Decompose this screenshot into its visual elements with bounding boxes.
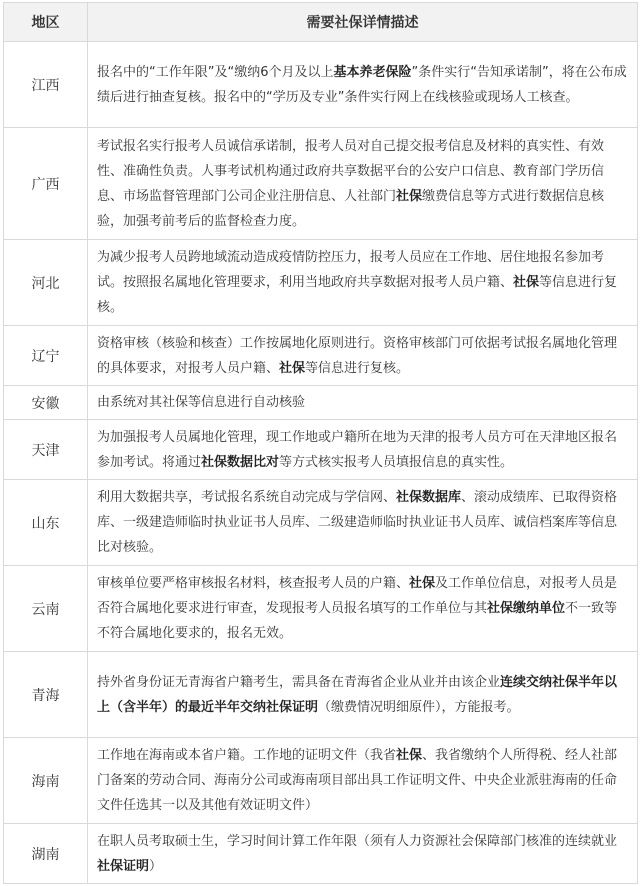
table-row bbox=[4, 240, 638, 326]
description-cell bbox=[88, 128, 638, 240]
highlight-text: 社保 bbox=[396, 188, 423, 204]
description-text: ） bbox=[149, 858, 163, 874]
description-text: 等信息进行复核。 bbox=[97, 275, 618, 315]
description-text: 、我省缴纳个人所得税、经人社部门备案的劳动合同、海南分公司或海南项目部出具工作证明文件、中央企业派驻海南的任命文件任选其一以及其他有效证明文件） bbox=[97, 748, 618, 813]
highlight-text: 连续交纳社保半年以上（含半年）的最近半年交纳社保证明 bbox=[97, 674, 618, 715]
highlight-text: 社保 bbox=[396, 748, 423, 763]
region-cell: 安徽 bbox=[4, 386, 88, 420]
description-text: 为加强报考人员属地化管理，现工作地或户籍所在地为天津的报考人员方可在天津地区报名参加考试。将通过 bbox=[97, 429, 618, 470]
description-text: 利用大数据共享，考试报名系统自动完成与学信网、 bbox=[97, 490, 397, 505]
region-cell: 山东 bbox=[4, 480, 88, 566]
table-row bbox=[4, 326, 638, 386]
region-cell: 河北 bbox=[4, 240, 88, 326]
description-text: 报名中的“工作年限”及“缴纳6个月及以上 bbox=[97, 64, 334, 80]
highlight-text: 社保 bbox=[279, 360, 306, 376]
highlight-text: 社保缴纳单位 bbox=[487, 601, 566, 616]
description-cell bbox=[88, 824, 638, 884]
description-text: 为减少报考人员跨地域流动造成疫情防控压力，报考人员应在工作地、居住地报名参加考试。按照报名属地化管理要求，利用当地政府共享数据对报考人员户籍、 bbox=[97, 250, 605, 290]
highlight-text: 社保数据库 bbox=[396, 490, 462, 505]
region-cell: 广西 bbox=[4, 128, 88, 240]
description-text: 、滚动成绩库、已取得资格库、一级建造师临时执业证书人员库、二级建造师临时执业证书人员库、诚信档案库等信息比对核验。 bbox=[97, 490, 618, 555]
highlight-text: 基本养老保险 bbox=[333, 64, 412, 80]
region-cell: 天津 bbox=[4, 420, 88, 480]
description-text: 缴费信息等方式进行数据信息核验，加强考前考后的监督检查力度。 bbox=[97, 188, 605, 229]
region-cell: 海南 bbox=[4, 738, 88, 824]
header-region: 地区 bbox=[4, 3, 88, 42]
highlight-text: 社保证明 bbox=[97, 858, 150, 874]
description-cell bbox=[88, 42, 638, 128]
table-row bbox=[4, 42, 638, 128]
table-row bbox=[4, 420, 638, 480]
highlight-text: 社保数据比对 bbox=[201, 454, 280, 470]
description-text: 在职人员考取硕士生，学习时间计算工作年限（须有人力资源社会保障部门核准的连续就业 bbox=[97, 833, 618, 849]
table-row bbox=[4, 738, 638, 824]
description-text: 不一致等不符合属地化要求的，报名无效。 bbox=[97, 601, 618, 641]
description-cell bbox=[88, 738, 638, 824]
region-cell: 云南 bbox=[4, 566, 88, 652]
description-text: 等方式核实报考人员填报信息的真实性。 bbox=[279, 454, 514, 470]
region-cell: 湖南 bbox=[4, 824, 88, 884]
table-row bbox=[4, 652, 638, 738]
description-text: 持外省身份证无青海省户籍考生，需具备在青海省企业从业并由该企业 bbox=[97, 674, 501, 690]
description-cell bbox=[88, 326, 638, 386]
region-cell: 辽宁 bbox=[4, 326, 88, 386]
table-row bbox=[4, 480, 638, 566]
description-cell bbox=[88, 386, 638, 420]
table-row bbox=[4, 824, 638, 884]
region-cell: 青海 bbox=[4, 652, 88, 738]
description-cell bbox=[88, 240, 638, 326]
highlight-text: 社保 bbox=[409, 576, 436, 591]
region-cell: 江西 bbox=[4, 42, 88, 128]
table-row bbox=[4, 128, 638, 240]
description-cell bbox=[88, 652, 638, 738]
description-cell bbox=[88, 566, 638, 652]
table-row bbox=[4, 566, 638, 652]
table-header-row bbox=[4, 3, 638, 42]
highlight-text: 社保 bbox=[513, 275, 540, 290]
header-description: 需要社保详情描述 bbox=[88, 3, 638, 42]
description-text: ”条件实行“告知承诺制”，将在公布成绩后进行抽查复核。报名中的“学历及专业”条件实行网上在线核验或现场人工核查。 bbox=[97, 64, 627, 105]
social-security-table bbox=[3, 2, 638, 884]
description-text: 考试报名实行报考人员诚信承诺制，报考人员对自己提交报考信息及材料的真实性、有效性、准确性负责。人事考试机构通过政府共享数据平台的公安户口信息、教育部门学历信息、市场监督管理部门公司企业注册信息、人社部门 bbox=[97, 138, 605, 204]
description-text: 资格审核（核验和核查）工作按属地化原则进行。资格审核部门可依据考试报名属地化管理的具体要求，对报考人员户籍、 bbox=[97, 335, 618, 376]
description-text: 由系统对其社保等信息进行自动核验 bbox=[97, 395, 306, 410]
description-cell bbox=[88, 480, 638, 566]
description-cell bbox=[88, 420, 638, 480]
description-text: （缴费情况明细原件），方能报考。 bbox=[318, 699, 520, 715]
description-text: 及工作单位信息，对报考人员是否符合属地化要求进行审查，发现报考人员报名填写的工作单位与其 bbox=[97, 576, 618, 616]
description-text: 等信息进行复核。 bbox=[305, 360, 410, 376]
table-row bbox=[4, 386, 638, 420]
description-text: 审核单位要严格审核报名材料，核查报考人员的户籍、 bbox=[97, 576, 410, 591]
description-text: 工作地在海南或本省户籍。工作地的证明文件（我省 bbox=[97, 748, 397, 763]
